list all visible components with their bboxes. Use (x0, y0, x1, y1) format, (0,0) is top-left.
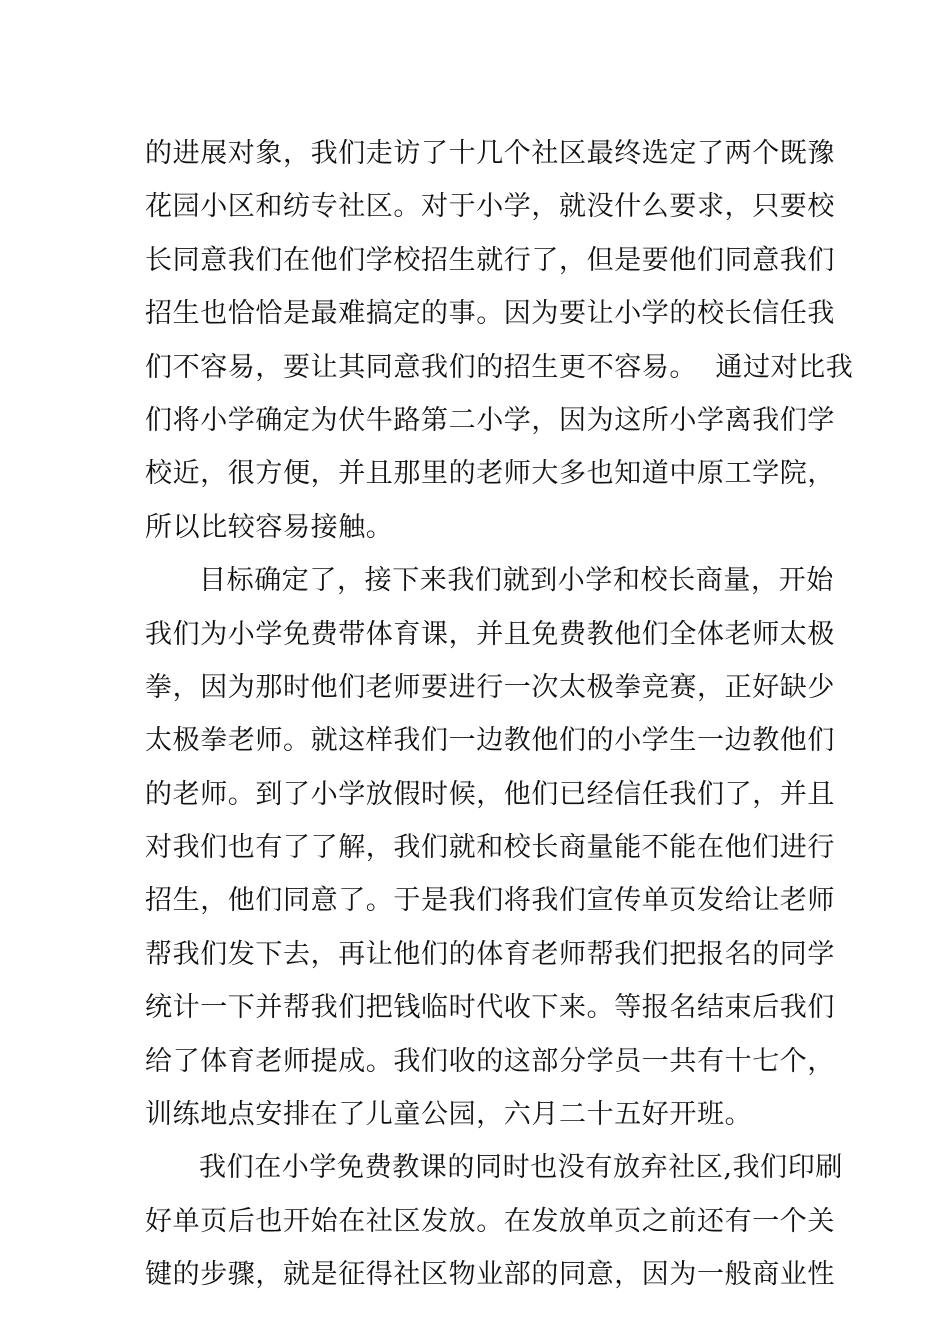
text-line: 拳，因为那时他们老师要进行一次太极拳竞赛，正好缺少 (145, 671, 835, 703)
text-line: 花园小区和纺专社区。对于小学，就没什么要求，只要校 (145, 191, 835, 223)
text-line: 训练地点安排在了儿童公园，六月二十五好开班。 (145, 1099, 753, 1131)
text-line-indented: 我们在小学免费教课的同时也没有放弃社区,我们印刷 (199, 1152, 843, 1184)
paragraph-2 (145, 554, 835, 1141)
text-line: 招生，他们同意了。于是我们将我们宣传单页发给让老师 (145, 885, 835, 917)
text-line-indented: 目标确定了，接下来我们就到小学和校长商量，开始 (199, 565, 834, 597)
text-line: 们将小学确定为伏牛路第二小学，因为这所小学离我们学 (145, 404, 835, 436)
text-line: 我们为小学免费带体育课，并且免费教他们全体老师太极 (145, 618, 835, 650)
text-line: 对我们也有了了解，我们就和校长商量能不能在他们进行 (145, 832, 835, 864)
paragraph-1 (145, 127, 854, 554)
text-line: 键的步骤，就是征得社区物业部的同意，因为一般商业性 (145, 1259, 835, 1291)
text-line: 所以比较容易接触。 (145, 511, 394, 543)
text-line: 的进展对象，我们走访了十几个社区最终选定了两个既豫 (145, 138, 835, 169)
paragraph-3 (145, 1141, 843, 1301)
text-line: 们不容易，要让其同意我们的招生更不容易。 通过对比我 (145, 351, 854, 383)
text-line: 校近，很方便，并且那里的老师大多也知道中原工学院， (145, 458, 835, 490)
text-line: 好单页后也开始在社区发放。在发放单页之前还有一个关 (145, 1205, 835, 1237)
text-line: 的老师。到了小学放假时候，他们已经信任我们了，并且 (145, 778, 835, 810)
text-line: 长同意我们在他们学校招生就行了，但是要他们同意我们 (145, 244, 835, 276)
text-line: 给了体育老师提成。我们收的这部分学员一共有十七个， (145, 1045, 835, 1077)
text-line: 招生也恰恰是最难搞定的事。因为要让小学的校长信任我 (145, 298, 835, 330)
text-line: 太极拳老师。就这样我们一边教他们的小学生一边教他们 (145, 725, 835, 757)
document-body (145, 127, 854, 1302)
text-line: 帮我们发下去，再让他们的体育老师帮我们把报名的同学 (145, 938, 835, 970)
text-line: 统计一下并帮我们把钱临时代收下来。等报名结束后我们 (145, 992, 835, 1024)
